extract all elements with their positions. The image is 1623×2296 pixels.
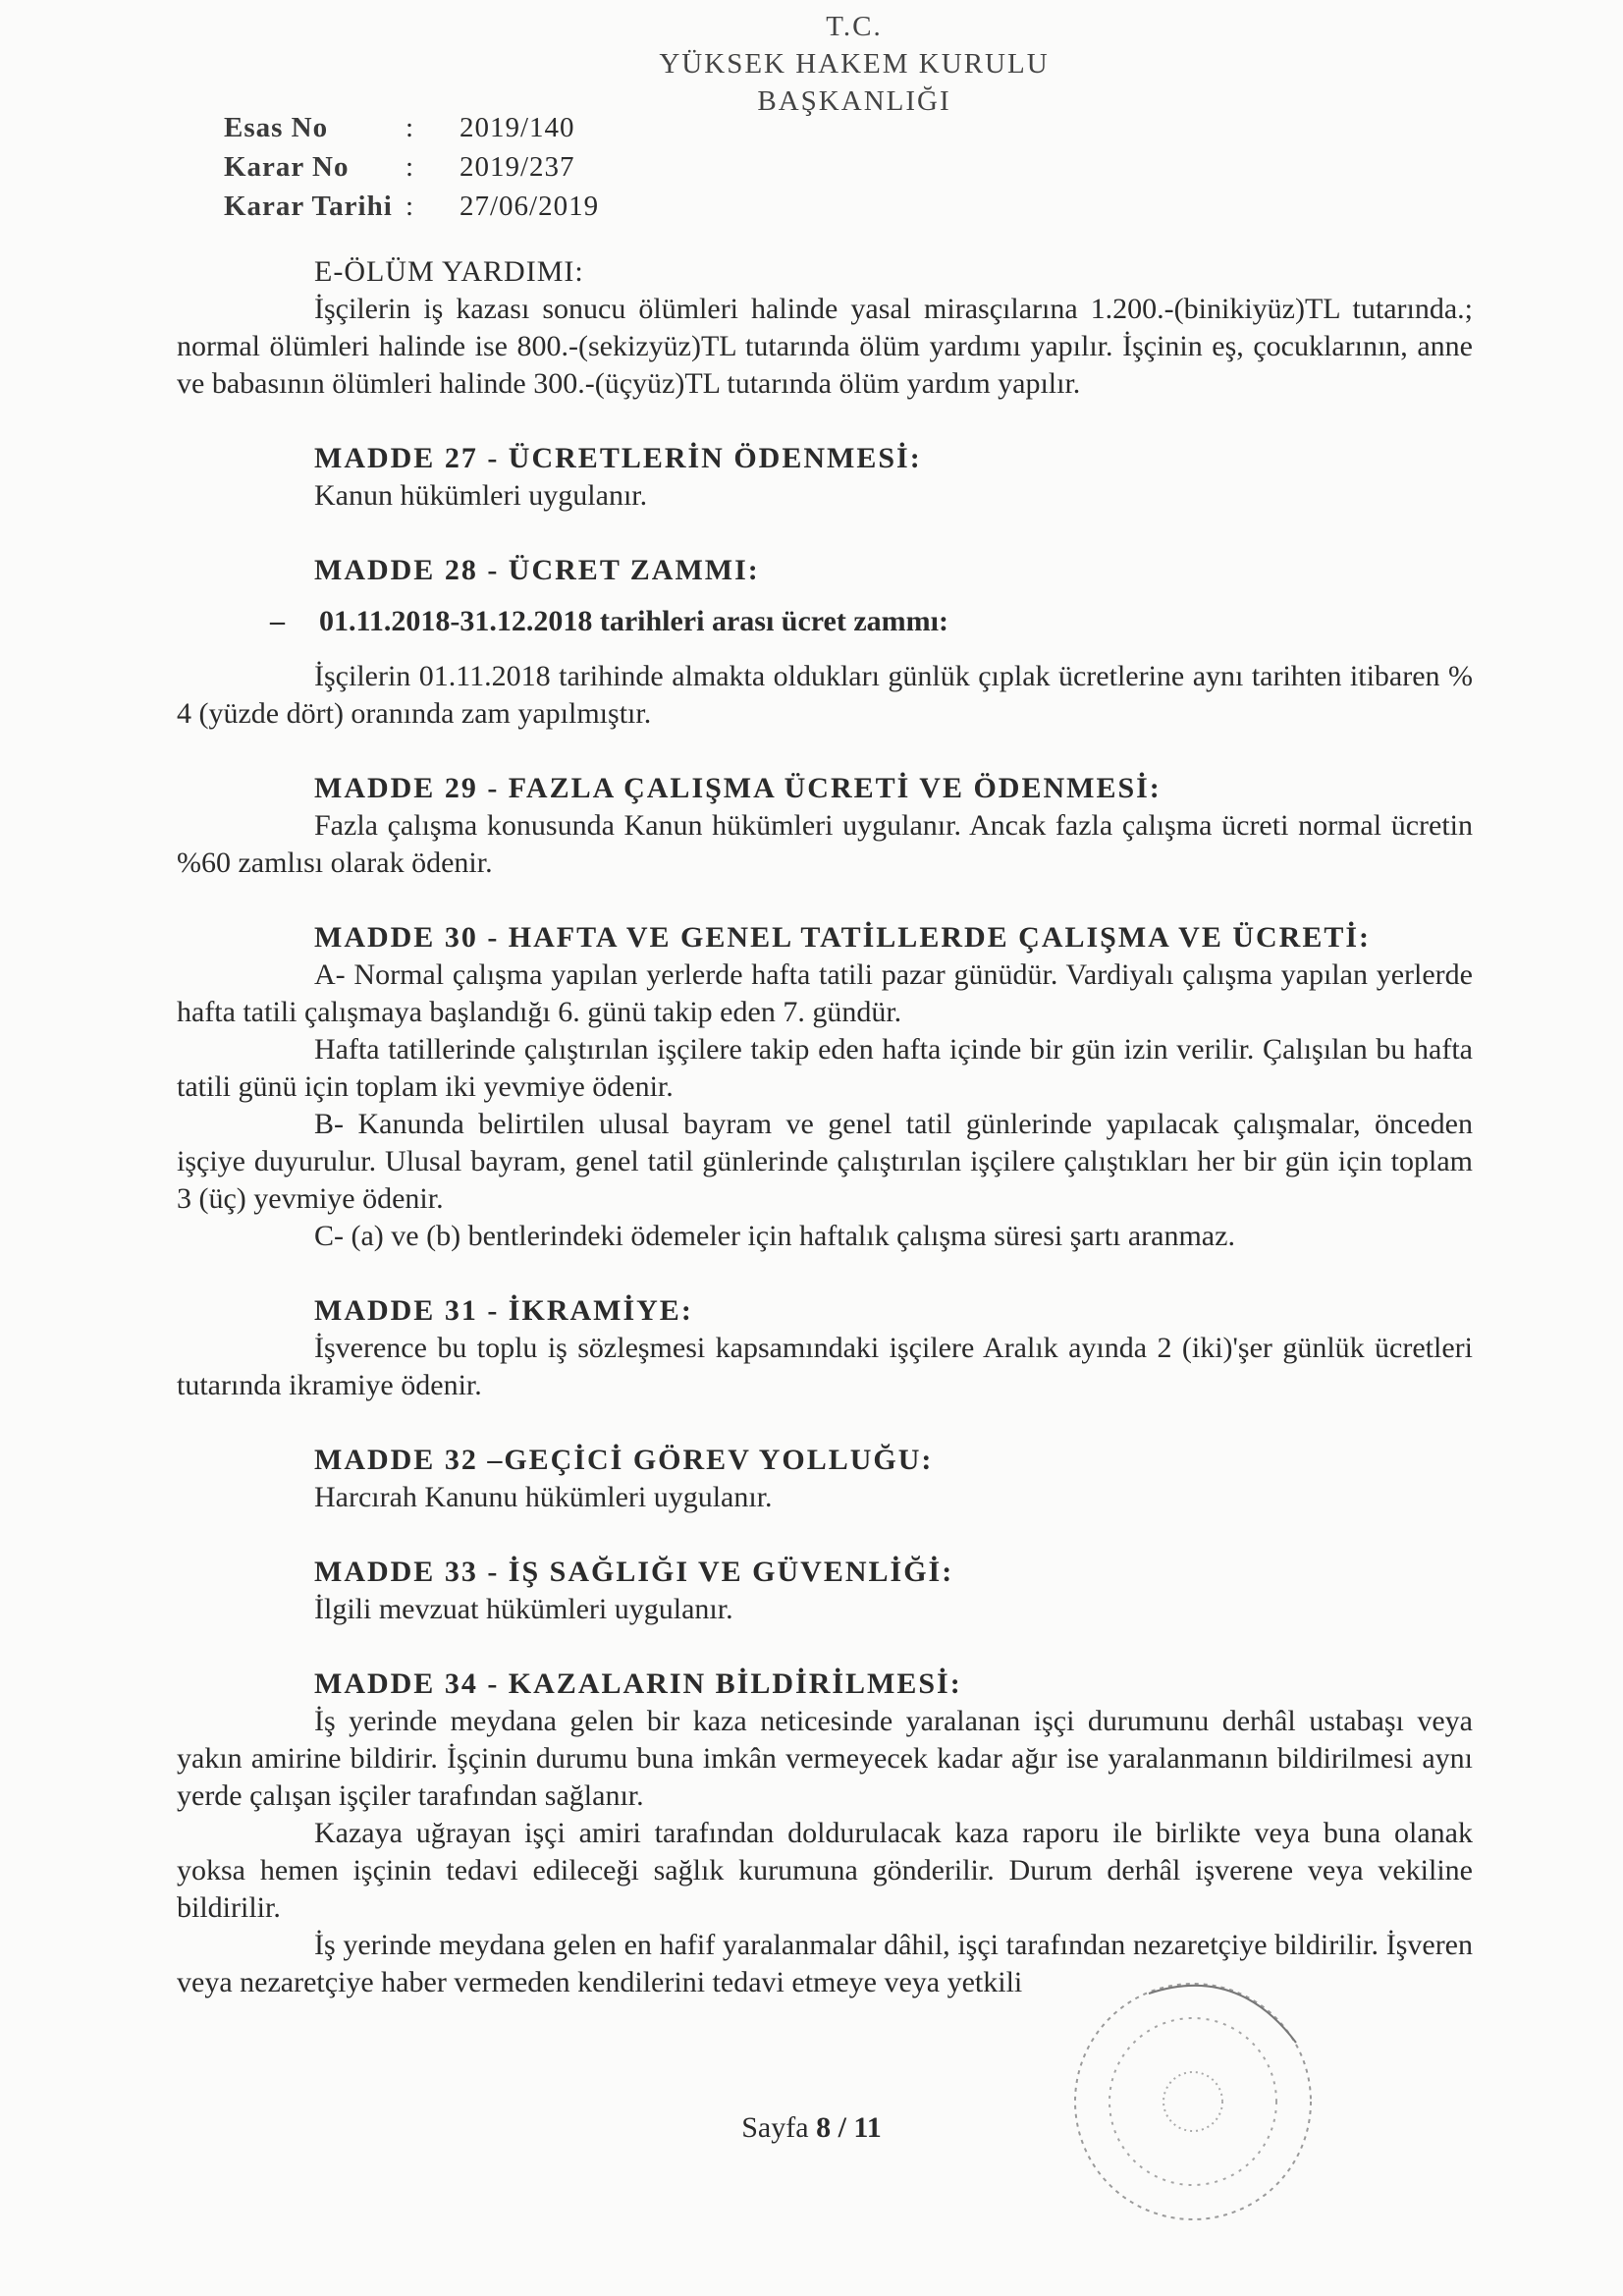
article-34-heading: MADDE 34 - KAZALARIN BİLDİRİLMESİ: — [314, 1667, 962, 1700]
meta-value: 2019/237 — [460, 151, 575, 183]
article-32-text: Harcırah Kanunu hükümleri uygulanır. — [314, 1481, 773, 1513]
article-33-text: İlgili mevzuat hükümleri uygulanır. — [314, 1593, 733, 1625]
article-29-text: Fazla çalışma konusunda Kanun hükümleri uygulanır. Ancak fazla çalışma ücreti normal ücretin %60 zamlısı olarak ödenir. — [177, 809, 1473, 879]
article-30-c: C- (a) ve (b) bentlerindeki ödemeler için haftalık çalışma süresi şartı aranmaz. — [314, 1220, 1235, 1252]
meta-row-tarih — [224, 187, 599, 226]
header-line-3: BAŞKANLIĞI — [757, 85, 951, 117]
article-27-heading: MADDE 27 - ÜCRETLERİN ÖDENMESİ: — [314, 442, 922, 474]
meta-key: Esas No — [224, 112, 329, 143]
article-30-heading: MADDE 30 - HAFTA VE GENEL TATİLLERDE ÇALIŞMA VE ÜCRETİ: — [314, 921, 1372, 954]
article-28-heading: MADDE 28 - ÜCRET ZAMMI: — [314, 554, 760, 586]
meta-key: Karar Tarihi — [224, 191, 393, 222]
article-34-p2: Kazaya uğrayan işçi amiri tarafından doldurulacak kaza raporu ile birlikte veya buna olanak yoksa hemen işçinin tedavi edileceği sağlık kurumuna gönderilir. Durum derhâl işverene veya vekiline bildirilir. — [177, 1817, 1473, 1924]
official-seal-stamp — [1041, 1954, 1345, 2249]
meta-colon: : — [406, 151, 414, 183]
article-27-text: Kanun hükümleri uygulanır. — [314, 479, 648, 512]
institution-header — [628, 8, 1080, 120]
page-number: 8 / 11 — [816, 2111, 882, 2144]
meta-colon: : — [406, 191, 414, 222]
meta-colon: : — [406, 112, 414, 143]
case-meta — [224, 108, 599, 226]
article-28-subheading-text: 01.11.2018-31.12.2018 tarihleri arası ücret zammı: — [319, 605, 948, 637]
article-34-p3: İş yerinde meydana gelen en hafif yaralanmalar dâhil, işçi tarafından nezaretçiye bildirilir. İşveren veya nezaretçiye haber vermeden kendilerini tedavi etmeye veya yetkili — [177, 1929, 1473, 1998]
article-31-text: İşverence bu toplu iş sözleşmesi kapsamındaki işçilere Aralık ayında 2 (iki)'şer günlük ücretleri tutarında ikramiye ödenir. — [177, 1332, 1473, 1401]
article-30-a: A- Normal çalışma yapılan yerlerde hafta tatili pazar günüdür. Vardiyalı çalışma yapılan yerlerde hafta tatili çalışmaya başlandığı 6. günü takip eden 7. gündür. — [177, 958, 1473, 1028]
article-30-a2: Hafta tatillerinde çalıştırılan işçilere takip eden hafta içinde bir gün izin verilir. Çalışılan bu hafta tatili günü için toplam iki yevmiye ödenir. — [177, 1033, 1473, 1103]
page-label: Sayfa — [741, 2111, 809, 2144]
meta-value: 2019/140 — [460, 112, 575, 143]
article-33-heading: MADDE 33 - İŞ SAĞLIĞI VE GÜVENLİĞİ: — [314, 1556, 954, 1588]
article-31-heading: MADDE 31 - İKRAMİYE: — [314, 1294, 693, 1327]
meta-row-karar — [224, 147, 599, 187]
article-30-b: B- Kanunda belirtilen ulusal bayram ve genel tatil günlerinde yapılacak çalışmalar, önceden işçiye duyurulur. Ulusal bayram, genel tatil günlerinde çalıştırılan işçilere çalıştıkları her bir gün için toplam 3 (üç) yevmiye ödenir. — [177, 1108, 1473, 1215]
article-28-subheading: – 01.11.2018-31.12.2018 tarihleri arası ücret zammı: — [270, 605, 948, 637]
document-body — [177, 253, 1473, 2001]
page-footer — [0, 2111, 1623, 2145]
meta-row-esas — [224, 108, 599, 147]
article-34-p1: İş yerinde meydana gelen bir kaza neticesinde yaralanan işçi durumunu derhâl ustabaşı veya yakın amirine bildirir. İşçinin durumu buna imkân vermeyecek kadar ağır ise yaralanmanın bildirilmesi aynı yerde çalışan işçiler tarafından sağlanır. — [177, 1705, 1473, 1812]
article-28-text: İşçilerin 01.11.2018 tarihinde almakta oldukları günlük çıplak ücretlerine aynı tarihten itibaren % 4 (yüzde dört) oranında zam yapılmıştır. — [177, 660, 1473, 730]
header-line-1: T.C. — [826, 11, 883, 42]
section-e-text: İşçilerin iş kazası sonucu ölümleri halinde yasal mirasçılarına 1.200.-(binikiyüz)TL tutarında.; normal ölümleri halinde ise 800.-(sekizyüz)TL tutarında ölüm yardımı yapılır. İşçinin eş, çocuklarının, anne ve babasının ölümleri halinde 300.-(üçyüz)TL tutarında ölüm yardım yapılır. — [177, 293, 1473, 400]
meta-value: 27/06/2019 — [460, 191, 600, 222]
header-line-2: YÜKSEK HAKEM KURULU — [659, 48, 1050, 80]
article-32-heading: MADDE 32 –GEÇİCİ GÖREV YOLLUĞU: — [314, 1444, 934, 1476]
meta-key: Karar No — [224, 151, 350, 183]
article-29-heading: MADDE 29 - FAZLA ÇALIŞMA ÜCRETİ VE ÖDENMESİ: — [314, 772, 1162, 804]
section-e-heading: E-ÖLÜM YARDIMI: — [314, 255, 584, 288]
